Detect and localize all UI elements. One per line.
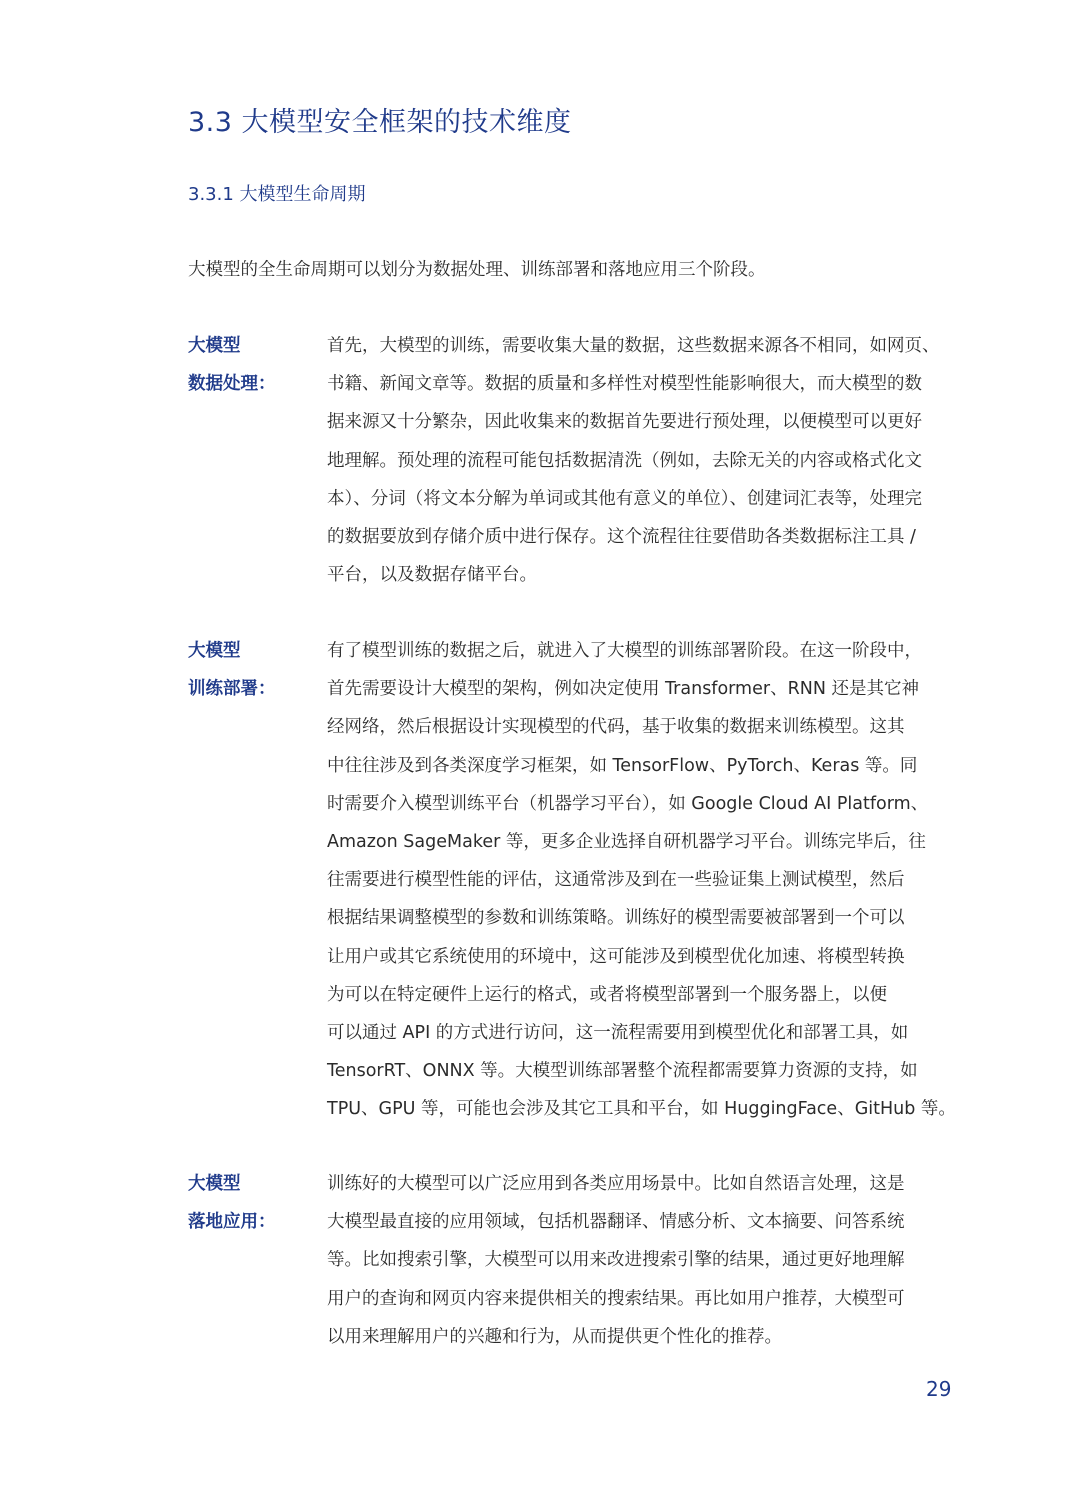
stage-label-line1: 大模型	[188, 641, 241, 661]
text-line: Amazon SageMaker 等，更多企业选择自研机器学习平台。训练完毕后，往	[327, 832, 926, 853]
stage-description	[327, 327, 983, 594]
subsection-title: 3.3.1 大模型生命周期	[188, 184, 366, 205]
stage-label-line2: 数据处理：	[188, 374, 276, 395]
stage-description	[327, 632, 983, 1129]
text-line: 用户的查询和网页内容来提供相关的搜索结果。再比如用户推荐，大模型可	[327, 1288, 905, 1309]
stage-description	[327, 1165, 983, 1356]
text-line: 有了模型训练的数据之后，就进入了大模型的训练部署阶段。在这一阶段中，	[327, 641, 922, 661]
text-line: 经网络，然后根据设计实现模型的代码，基于收集的数据来训练模型。这其	[327, 717, 905, 738]
text-line: 根据结果调整模型的参数和训练策略。训练好的模型需要被部署到一个可以	[327, 908, 905, 929]
stage-label-line2: 训练部署：	[188, 679, 276, 700]
text-line: 大模型最直接的应用领域，包括机器翻译、情感分析、文本摘要、问答系统	[327, 1212, 905, 1233]
stage-label-line1: 大模型	[188, 336, 241, 356]
text-line: 可以通过 API 的方式进行访问，这一流程需要用到模型优化和部署工具，如	[327, 1023, 909, 1044]
text-line: 中往往涉及到各类深度学习框架，如 TensorFlow、PyTorch、Keras 等。同	[327, 755, 918, 776]
text-line: 为可以在特定硬件上运行的格式，或者将模型部署到一个服务器上，以便	[327, 984, 887, 1005]
text-line: 地理解。预处理的流程可能包括数据清洗（例如，去除无关的内容或格式化文	[327, 450, 922, 471]
text-line: 等。比如搜索引擎，大模型可以用来改进搜索引擎的结果，通过更好地理解	[327, 1250, 905, 1271]
stage-label-line1: 大模型	[188, 1174, 241, 1194]
text-line: 时需要介入模型训练平台（机器学习平台），如 Google Cloud AI Platform、	[327, 793, 929, 814]
text-line: 书籍、新闻文章等。数据的质量和多样性对模型性能影响很大，而大模型的数	[327, 374, 922, 395]
intro-paragraph: 大模型的全生命周期可以划分为数据处理、训练部署和落地应用三个阶段。	[188, 260, 766, 280]
text-line: 本）、分词（将文本分解为单词或其他有意义的单位）、创建词汇表等，处理完	[327, 488, 922, 509]
text-line: 首先需要设计大模型的架构，例如决定使用 Transformer、RNN 还是其它神	[327, 679, 919, 700]
text-line: 往需要进行模型性能的评估，这通常涉及到在一些验证集上测试模型，然后	[327, 870, 905, 891]
text-line: 让用户或其它系统使用的环境中，这可能涉及到模型优化加速、将模型转换	[327, 946, 905, 967]
stage-label	[188, 327, 308, 403]
text-line: 训练好的大模型可以广泛应用到各类应用场景中。比如自然语言处理，这是	[327, 1174, 905, 1194]
text-line: TensorRT、ONNX 等。大模型训练部署整个流程都需要算力资源的支持，如	[327, 1061, 918, 1082]
text-line: 的数据要放到存储介质中进行保存。这个流程往往要借助各类数据标注工具 /	[327, 527, 916, 548]
page-number: 29	[926, 1377, 952, 1401]
stage-label	[188, 632, 308, 708]
stage-label-line2: 落地应用：	[188, 1212, 276, 1233]
text-line: 据来源又十分繁杂，因此收集来的数据首先要进行预处理，以便模型可以更好	[327, 412, 922, 433]
text-line: 以用来理解用户的兴趣和行为，从而提供更个性化的推荐。	[327, 1326, 782, 1347]
section-title: 3.3 大模型安全框架的技术维度	[188, 107, 572, 138]
text-line: TPU、GPU 等，可能也会涉及其它工具和平台，如 HuggingFace、GitHub 等。	[327, 1099, 956, 1120]
stage-label	[188, 1165, 308, 1241]
text-line: 首先，大模型的训练，需要收集大量的数据，这些数据来源各不相同，如网页、	[327, 336, 940, 356]
text-line: 平台，以及数据存储平台。	[327, 565, 537, 586]
